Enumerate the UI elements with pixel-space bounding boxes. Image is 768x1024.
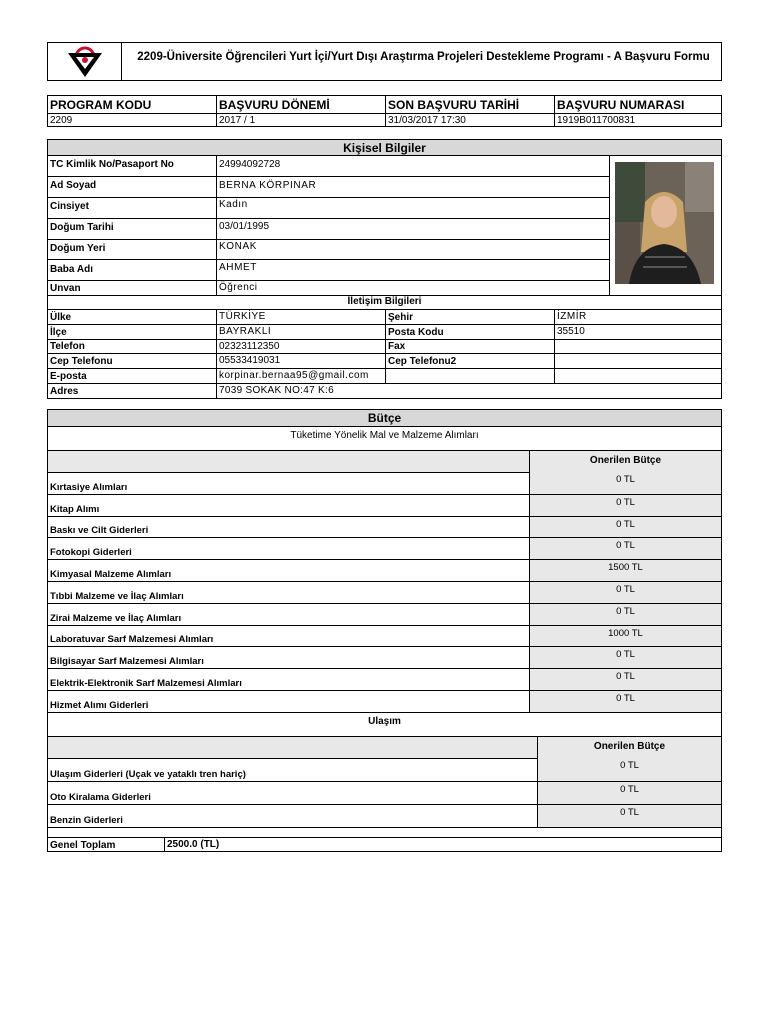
mobile2-label: Cep Telefonu2	[388, 356, 457, 367]
budget-item-name: Hizmet Alımı Giderleri	[50, 699, 149, 711]
fax-label: Fax	[388, 341, 406, 352]
country-value: TÜRKİYE	[219, 311, 266, 322]
consumables-title: Tüketime Yönelik Mal ve Malzeme Alımları	[290, 430, 479, 441]
budget-row	[48, 537, 721, 559]
full-name-value: BERNA KÖRPINAR	[219, 180, 317, 191]
transport-row	[48, 758, 721, 781]
postal-code-value: 35510	[557, 326, 585, 337]
contact-info-title: İletişim Bilgileri	[347, 296, 422, 307]
budget-item-name: Kırtasiye Alımları	[50, 481, 128, 493]
budget-item-amount: 0 TL	[616, 584, 635, 595]
title-label: Unvan	[50, 283, 81, 294]
program-code-header: PROGRAM KODU	[50, 98, 152, 112]
budget-row	[48, 690, 721, 712]
budget-title: Bütçe	[47, 409, 722, 427]
transport-list	[48, 758, 721, 827]
budget-item-amount: 0 TL	[616, 474, 635, 485]
full-name-label: Ad Soyad	[50, 180, 97, 191]
budget-item-amount: 0 TL	[616, 649, 635, 661]
budget-item-amount: 0 TL	[616, 605, 635, 617]
father-name-label: Baba Adı	[50, 264, 93, 275]
application-number-value: 1919B011700831	[557, 115, 636, 126]
budget-row	[48, 625, 721, 647]
tc-no-label: TC Kimlik No/Pasaport No	[50, 159, 174, 170]
budget-row	[48, 472, 721, 494]
transport-row	[48, 804, 721, 827]
country-label: Ülke	[50, 312, 72, 323]
budget-item-name: Elektrik-Elektronik Sarf Malzemesi Alımları	[50, 677, 242, 689]
budget-row	[48, 646, 721, 668]
budget-row	[48, 668, 721, 690]
phone-value: 02323112350	[219, 341, 280, 352]
consumables-budget-header: Önerilen Bütçe	[589, 455, 662, 466]
email-value: korpinar.bernaa95@gmail.com	[219, 370, 369, 381]
budget-item-amount: 0 TL	[620, 784, 639, 795]
logo-cell	[48, 43, 122, 80]
father-name-value: AHMET	[219, 262, 257, 273]
budget-row	[48, 494, 721, 516]
program-code-value: 2209	[50, 115, 73, 126]
application-period-value: 2017 / 1	[219, 115, 256, 126]
transport-row	[48, 781, 721, 804]
consumables-list	[48, 472, 721, 712]
budget-section	[47, 409, 722, 852]
city-value: İZMİR	[557, 311, 587, 322]
phone-label: Telefon	[50, 341, 85, 352]
birth-place-label: Doğum Yeri	[50, 243, 106, 254]
budget-row	[48, 516, 721, 538]
budget-item-amount: 0 TL	[620, 807, 639, 818]
budget-item-amount: 1000 TL	[608, 627, 643, 639]
budget-item-name: Laboratuvar Sarf Malzemesi Alımları	[50, 634, 214, 646]
budget-item-amount: 0 TL	[616, 518, 635, 530]
form-title: 2209-Üniversite Öğrencileri Yurt İçi/Yurt Dışı Araştırma Projeleri Destekleme Programı - A Başvuru Formu	[137, 51, 710, 63]
applicant-photo	[615, 162, 714, 284]
form-header	[47, 42, 722, 81]
budget-item-name: Oto Kiralama Giderleri	[50, 792, 151, 803]
program-table	[47, 95, 722, 127]
address-value: 7039 SOKAK NO:47 K:6	[219, 385, 334, 396]
transport-budget-header: Önerilen Bütçe	[593, 741, 666, 752]
budget-item-name: Zirai Malzeme ve İlaç Alımları	[50, 612, 182, 624]
budget-item-name: Tıbbi Malzeme ve İlaç Alımları	[50, 590, 184, 602]
mobile-value: 05533419031	[219, 355, 281, 366]
postal-code-label: Posta Kodu	[388, 327, 444, 338]
budget-item-name: Fotokopi Giderleri	[50, 547, 132, 559]
budget-row	[48, 581, 721, 603]
budget-item-amount: 1500 TL	[608, 562, 643, 574]
application-number-header: BAŞVURU NUMARASI	[557, 98, 685, 112]
birth-date-value: 03/01/1995	[219, 221, 270, 232]
tubitak-logo-icon	[48, 43, 122, 80]
gender-label: Cinsiyet	[50, 201, 89, 212]
budget-item-amount: 0 TL	[616, 496, 635, 508]
fax-value	[555, 340, 559, 342]
city-label: Şehir	[388, 312, 414, 323]
mobile-label: Cep Telefonu	[50, 356, 113, 367]
mobile2-value	[555, 354, 559, 356]
budget-item-name: Baskı ve Cilt Giderleri	[50, 525, 149, 537]
personal-info-section	[47, 139, 722, 399]
personal-info-title: Kişisel Bilgiler	[47, 139, 722, 156]
district-value: BAYRAKLI	[219, 326, 272, 337]
application-period-header: BAŞVURU DÖNEMİ	[219, 98, 330, 112]
district-label: İlçe	[50, 327, 67, 338]
address-label: Adres	[50, 386, 79, 397]
transport-title: Ulaşım	[368, 716, 401, 727]
budget-item-amount: 0 TL	[616, 693, 635, 704]
gender-value: Kadın	[219, 199, 248, 210]
birth-place-value: KONAK	[219, 241, 258, 252]
grand-total-value: 2500.0 (TL)	[167, 839, 220, 850]
budget-item-name: Benzin Giderleri	[50, 815, 123, 826]
budget-item-amount: 0 TL	[616, 671, 635, 683]
email-label: E-posta	[50, 371, 87, 382]
birth-date-label: Doğum Tarihi	[50, 222, 114, 233]
budget-item-name: Kitap Alımı	[50, 503, 100, 515]
budget-row	[48, 559, 721, 581]
budget-item-name: Bilgisayar Sarf Malzemesi Alımları	[50, 656, 204, 668]
deadline-value: 31/03/2017 17:30	[388, 115, 466, 126]
deadline-header: SON BAŞVURU TARİHİ	[388, 98, 520, 112]
budget-item-name: Kimyasal Malzeme Alımları	[50, 568, 172, 580]
budget-item-amount: 0 TL	[616, 540, 635, 552]
grand-total-label: Genel Toplam	[50, 840, 116, 851]
tc-no-value: 24994092728	[219, 159, 281, 170]
title-value: Öğrenci	[219, 282, 258, 293]
budget-row	[48, 603, 721, 625]
budget-item-amount: 0 TL	[620, 760, 639, 771]
budget-item-name: Ulaşım Giderleri (Uçak ve yataklı tren hariç)	[50, 769, 246, 780]
